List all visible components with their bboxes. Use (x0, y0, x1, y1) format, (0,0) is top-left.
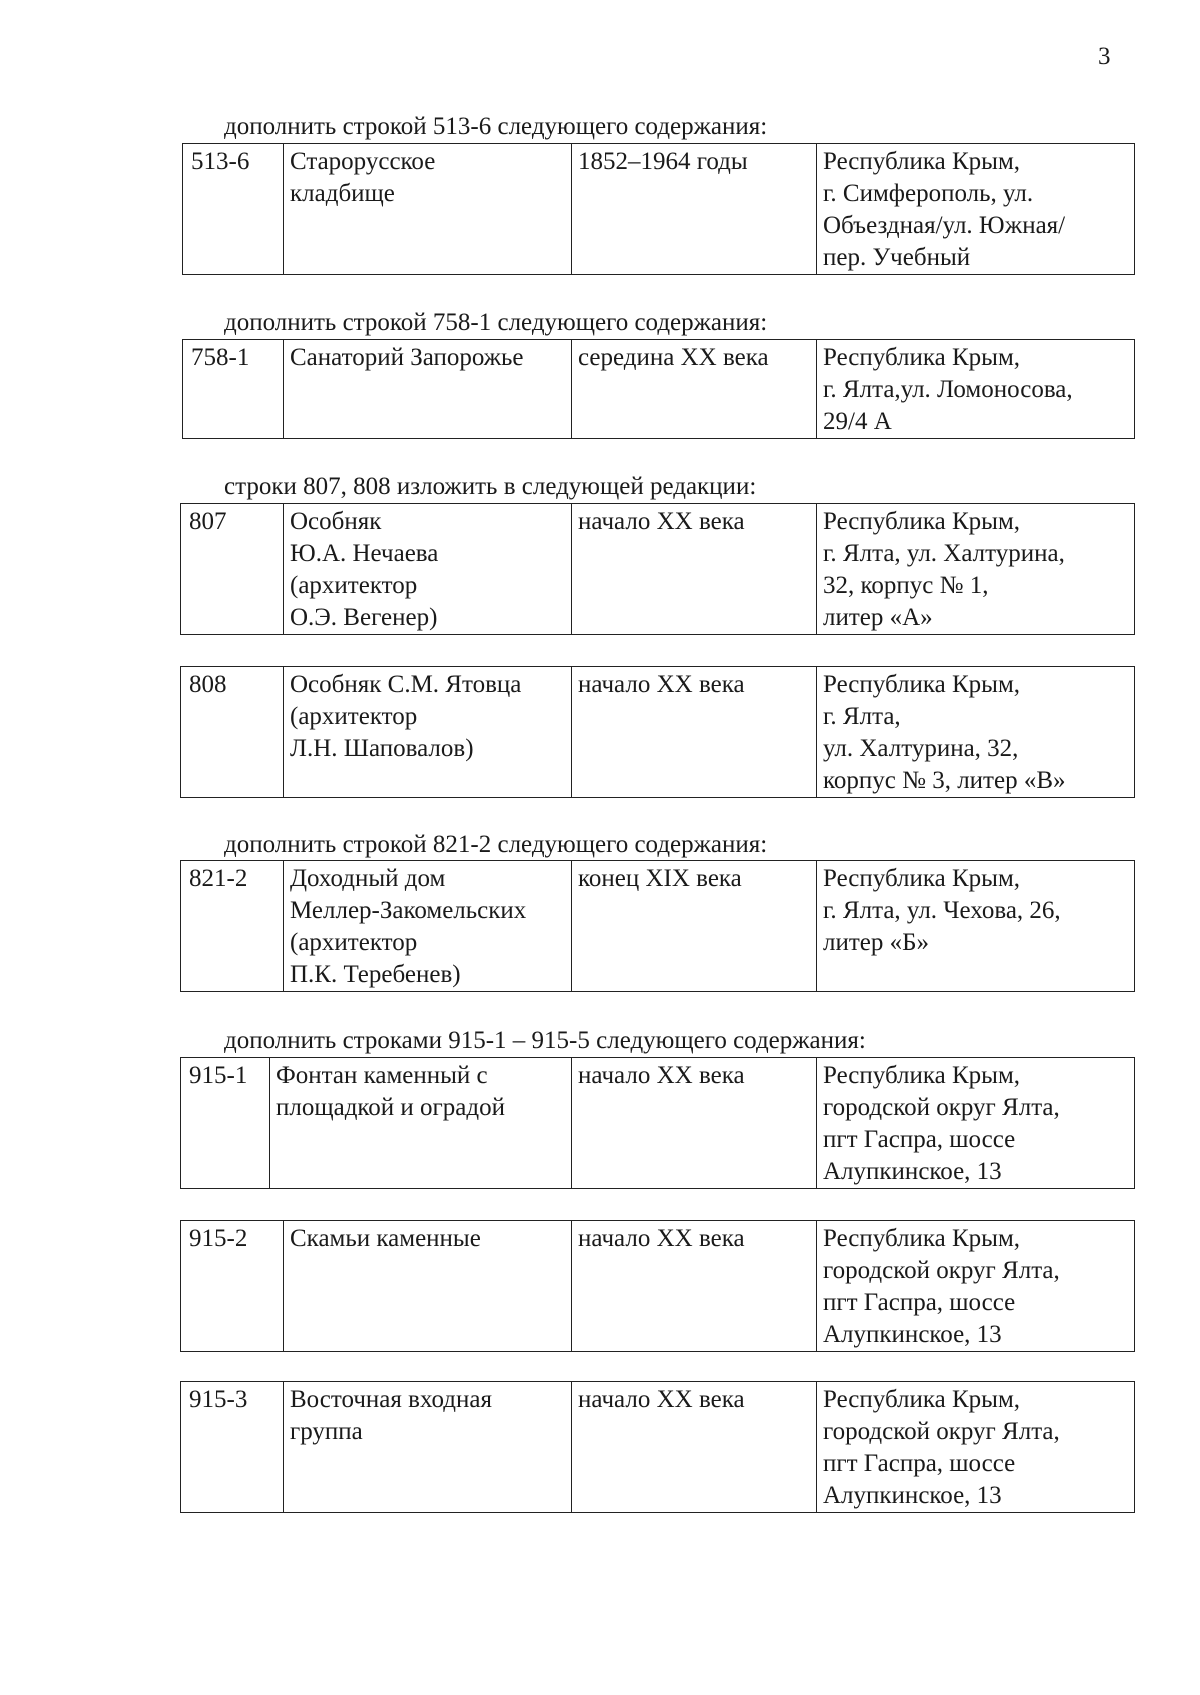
register-table (180, 1057, 1135, 1189)
address-line: Алупкинское, 13 (823, 1482, 1002, 1509)
address-line: ул. Халтурина, 32, (823, 735, 1019, 762)
address-line: Республика Крым, (823, 1386, 1021, 1413)
object-name-line: Особняк С.М. Ятовца (290, 671, 522, 698)
entry-number: 808 (181, 667, 284, 798)
address-line: г. Ялта,ул. Ломоносова, (823, 376, 1073, 403)
entry-number: 821-2 (181, 861, 284, 992)
object-date (572, 144, 817, 275)
section-intro: дополнить строкой 758-1 следующего содержания: (224, 309, 768, 336)
object-name (284, 504, 572, 635)
object-date-line: начало XX века (578, 508, 745, 535)
section-intro: дополнить строкой 513-6 следующего содержания: (224, 113, 768, 140)
object-name-line: Л.Н. Шаповалов) (290, 735, 474, 762)
object-name (284, 144, 572, 275)
object-name-line: Скамьи каменные (290, 1225, 481, 1252)
object-address (817, 1058, 1135, 1189)
address-line: 29/4 А (823, 408, 892, 435)
address-line: Республика Крым, (823, 508, 1021, 535)
object-name-line: П.К. Теребенев) (290, 961, 461, 988)
object-date-line: начало XX века (578, 671, 745, 698)
object-name-line: (архитектор (290, 929, 418, 956)
object-date-line: начало XX века (578, 1062, 745, 1089)
object-name-line: Меллер-Закомельских (290, 897, 527, 924)
object-name-line: Доходный дом (290, 865, 446, 892)
address-line: Алупкинское, 13 (823, 1158, 1002, 1185)
register-table (180, 666, 1135, 798)
address-line: 32, корпус № 1, (823, 572, 989, 599)
address-line: г. Ялта, ул. Халтурина, (823, 540, 1065, 567)
object-date-line: начало XX века (578, 1225, 745, 1252)
address-line: литер «А» (823, 604, 933, 631)
address-line: Республика Крым, (823, 1225, 1021, 1252)
object-date-line: 1852–1964 годы (578, 148, 748, 175)
address-line: Республика Крым, (823, 671, 1021, 698)
object-date (572, 504, 817, 635)
table-row (183, 144, 1135, 275)
object-name-line: кладбище (290, 180, 395, 207)
object-address (817, 144, 1135, 275)
object-name (270, 1058, 572, 1189)
object-name-line: О.Э. Вегенер) (290, 604, 438, 631)
object-date (572, 1382, 817, 1513)
object-date (572, 1221, 817, 1352)
table-row (183, 340, 1135, 439)
section-intro: дополнить строкой 821-2 следующего содержания: (224, 831, 768, 858)
address-line: г. Симферополь, ул. (823, 180, 1034, 207)
object-address (817, 861, 1135, 992)
object-name-line: Старорусское (290, 148, 436, 175)
object-date-line: начало XX века (578, 1386, 745, 1413)
register-table (180, 503, 1135, 635)
table-row (181, 861, 1135, 992)
object-date (572, 667, 817, 798)
address-line: г. Ялта, ул. Чехова, 26, (823, 897, 1061, 924)
object-date (572, 340, 817, 439)
register-table (180, 1220, 1135, 1352)
address-line: Объездная/ул. Южная/ (823, 212, 1066, 239)
table-row (181, 667, 1135, 798)
object-address (817, 1221, 1135, 1352)
address-line: Алупкинское, 13 (823, 1321, 1002, 1348)
object-name-line: (архитектор (290, 703, 418, 730)
address-line: городской округ Ялта, (823, 1418, 1060, 1445)
object-name-line: площадкой и оградой (276, 1094, 506, 1121)
address-line: Республика Крым, (823, 344, 1021, 371)
section-intro: строки 807, 808 изложить в следующей редакции: (224, 473, 757, 500)
address-line: Республика Крым, (823, 865, 1021, 892)
object-name-line: Санаторий Запорожье (290, 344, 524, 371)
object-address (817, 667, 1135, 798)
object-name (284, 667, 572, 798)
object-name (284, 1382, 572, 1513)
address-line: г. Ялта, (823, 703, 901, 730)
section-intro: дополнить строками 915-1 – 915-5 следующего содержания: (224, 1027, 866, 1054)
address-line: литер «Б» (823, 929, 929, 956)
entry-number: 758-1 (183, 340, 284, 439)
page-number: 3 (1098, 43, 1111, 70)
entry-number: 915-2 (181, 1221, 284, 1352)
object-name (284, 861, 572, 992)
entry-number: 807 (181, 504, 284, 635)
register-table (182, 339, 1135, 439)
object-date-line: конец XIX века (578, 865, 742, 892)
address-line: Республика Крым, (823, 148, 1021, 175)
register-table (180, 860, 1135, 992)
table-row (181, 1221, 1135, 1352)
table-row (181, 1058, 1135, 1189)
object-address (817, 504, 1135, 635)
address-line: Республика Крым, (823, 1062, 1021, 1089)
object-name (284, 1221, 572, 1352)
address-line: пгт Гаспра, шоссе (823, 1289, 1016, 1316)
address-line: пгт Гаспра, шоссе (823, 1126, 1016, 1153)
address-line: городской округ Ялта, (823, 1257, 1060, 1284)
register-table (182, 143, 1135, 275)
entry-number: 915-3 (181, 1382, 284, 1513)
object-name-line: Восточная входная (290, 1386, 492, 1413)
address-line: корпус № 3, литер «В» (823, 767, 1066, 794)
object-name-line: (архитектор (290, 572, 418, 599)
object-address (817, 1382, 1135, 1513)
table-row (181, 504, 1135, 635)
address-line: пер. Учебный (823, 244, 971, 271)
entry-number: 513-6 (183, 144, 284, 275)
object-name-line: Ю.А. Нечаева (290, 540, 439, 567)
register-table (180, 1381, 1135, 1513)
address-line: городской округ Ялта, (823, 1094, 1060, 1121)
object-name-line: Особняк (290, 508, 382, 535)
object-name-line: группа (290, 1418, 363, 1445)
object-address (817, 340, 1135, 439)
table-row (181, 1382, 1135, 1513)
object-date-line: середина XX века (578, 344, 769, 371)
address-line: пгт Гаспра, шоссе (823, 1450, 1016, 1477)
entry-number: 915-1 (181, 1058, 270, 1189)
object-name-line: Фонтан каменный с (276, 1062, 488, 1089)
object-name (284, 340, 572, 439)
object-date (572, 1058, 817, 1189)
object-date (572, 861, 817, 992)
